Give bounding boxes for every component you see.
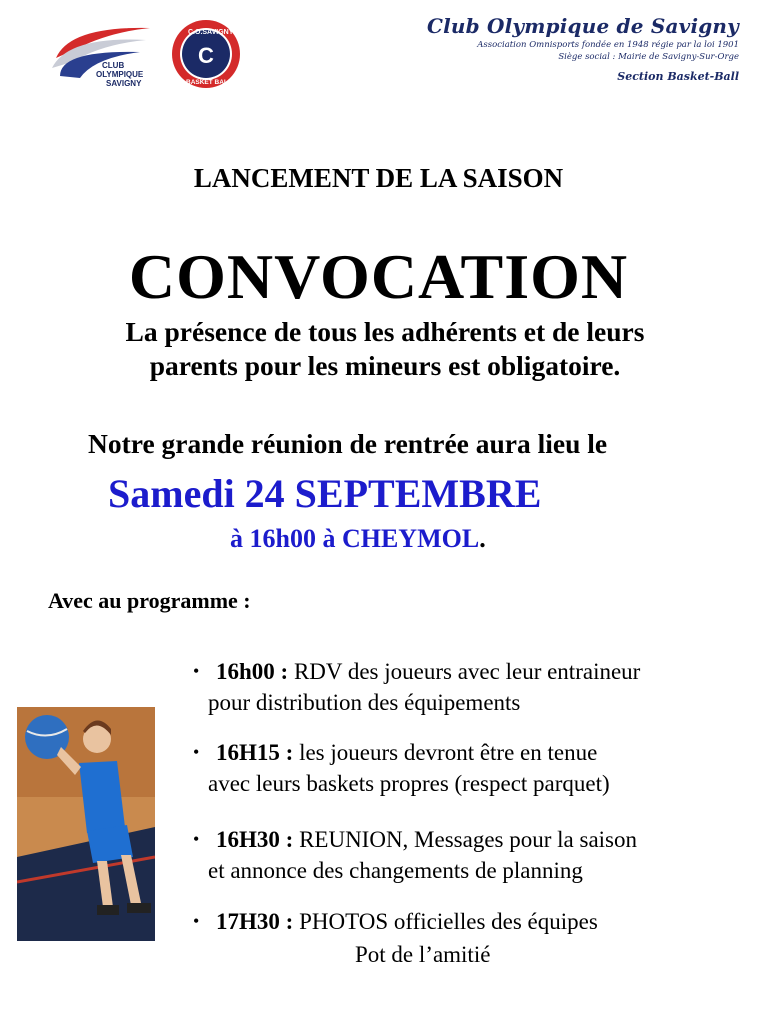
club-olympique-logo xyxy=(50,18,160,90)
programme-time: 16H30 : xyxy=(216,827,294,852)
programme-time: 16H15 : xyxy=(216,740,294,765)
logo-mark: C xyxy=(198,43,214,68)
programme-text-line2: et annonce des changements de planning xyxy=(208,858,583,883)
programme-text-line2: avec leurs baskets propres (respect parquet) xyxy=(208,771,610,796)
programme-text: les joueurs devront être en tenue xyxy=(293,740,598,765)
programme-time: 17H30 : xyxy=(216,909,294,934)
club-association-line: Association Omnisports fondée en 1948 régie par la loi 1901 xyxy=(477,40,739,50)
programme-time: 16h00 : xyxy=(216,659,289,684)
programme-text: PHOTOS officielles des équipes xyxy=(293,909,598,934)
logo-line2: OLYMPIQUE xyxy=(96,70,144,79)
player-photo xyxy=(17,707,155,941)
logo-line3: SAVIGNY xyxy=(106,79,142,88)
logo-top-text: C.O.SAVIGNY xyxy=(188,29,234,36)
time-place-period: . xyxy=(479,524,486,553)
page-subtitle: LANCEMENT DE LA SAISON xyxy=(193,163,564,193)
programme-text: RDV des joueurs avec leur entraineur xyxy=(288,659,641,684)
bullet: • xyxy=(193,911,200,931)
presence-line-1: La présence de tous les adhérents et de leurs xyxy=(125,316,645,347)
club-seat-line: Siège social : Mairie de Savigny-Sur-Orge xyxy=(558,52,739,62)
programme-item xyxy=(193,906,743,937)
presence-notice xyxy=(40,315,730,383)
page-title: CONVOCATION xyxy=(128,241,629,312)
programme-text-line2: pour distribution des équipements xyxy=(208,690,521,715)
bullet: • xyxy=(193,742,200,762)
programme-item xyxy=(193,737,743,799)
event-date: Samedi 24 SEPTEMBRE xyxy=(108,471,542,516)
reunion-text: Notre grande réunion de rentrée aura lieu le xyxy=(88,428,608,459)
closing-text: Pot de l’amitié xyxy=(355,942,491,967)
bullet: • xyxy=(193,829,200,849)
club-name: Club Olympique de Savigny xyxy=(426,14,739,38)
time-place-text: à 16h00 à CHEYMOL xyxy=(230,524,480,553)
programme-item xyxy=(193,656,743,718)
logo-bottom-text: BASKET BALL xyxy=(186,79,232,86)
basket-ball-logo xyxy=(170,18,242,90)
bullet: • xyxy=(193,661,200,681)
club-header xyxy=(427,14,739,83)
club-section: Section Basket-Ball xyxy=(617,70,739,83)
programme-text: REUNION, Messages pour la saison xyxy=(293,827,637,852)
programme-label: Avec au programme : xyxy=(48,588,251,613)
presence-line-2: parents pour les mineurs est obligatoire. xyxy=(149,350,621,381)
event-time-place xyxy=(230,524,486,554)
logo-line1: CLUB xyxy=(102,61,125,70)
programme-item xyxy=(193,824,743,886)
